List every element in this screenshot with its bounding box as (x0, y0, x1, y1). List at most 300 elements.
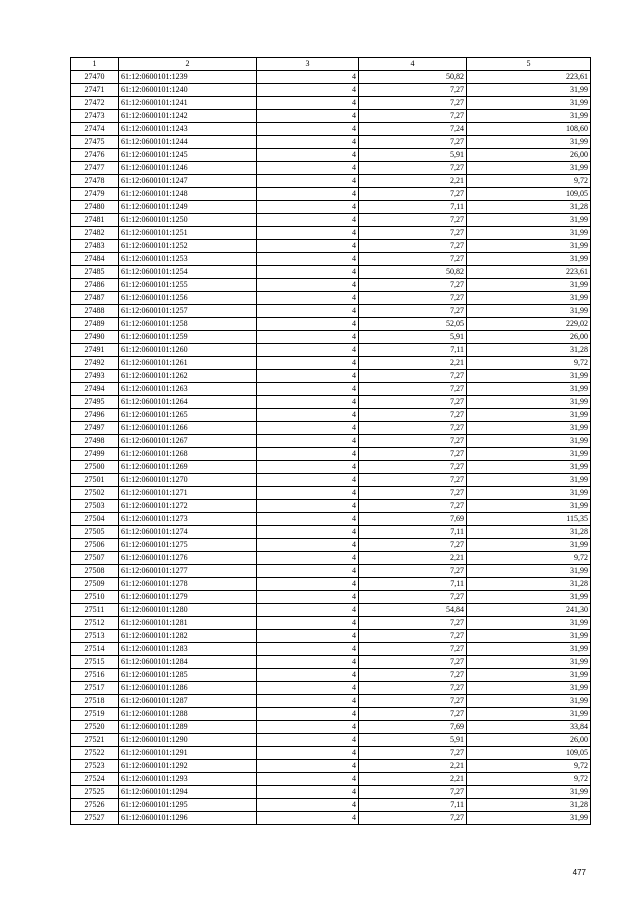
row-number-cell: 27516 (71, 669, 119, 682)
cadastral-number-cell: 61:12:0600101:1262 (119, 370, 257, 383)
cadastral-number-cell: 61:12:0600101:1264 (119, 396, 257, 409)
col-3-cell: 4 (257, 591, 359, 604)
col-4-cell: 7,27 (359, 539, 467, 552)
col-5-cell: 31,28 (467, 201, 591, 214)
table-row (71, 591, 591, 604)
cadastral-number-cell: 61:12:0600101:1276 (119, 552, 257, 565)
cadastral-number-cell: 61:12:0600101:1287 (119, 695, 257, 708)
col-5-cell: 31,99 (467, 422, 591, 435)
col-5-cell: 26,00 (467, 734, 591, 747)
col-3-cell: 4 (257, 344, 359, 357)
col-4-cell: 7,11 (359, 201, 467, 214)
row-number-cell: 27513 (71, 630, 119, 643)
table-row (71, 97, 591, 110)
col-5-cell: 31,99 (467, 253, 591, 266)
col-4-cell: 7,27 (359, 747, 467, 760)
row-number-cell: 27495 (71, 396, 119, 409)
row-number-cell: 27477 (71, 162, 119, 175)
cadastral-number-cell: 61:12:0600101:1258 (119, 318, 257, 331)
col-5-cell: 31,28 (467, 578, 591, 591)
row-number-cell: 27505 (71, 526, 119, 539)
col-4-cell: 7,11 (359, 799, 467, 812)
col-5-cell: 31,99 (467, 500, 591, 513)
col-3-cell: 4 (257, 149, 359, 162)
col-3-cell: 4 (257, 578, 359, 591)
row-number-cell: 27496 (71, 409, 119, 422)
col-3-cell: 4 (257, 292, 359, 305)
col-3-cell: 4 (257, 448, 359, 461)
col-3-cell: 4 (257, 734, 359, 747)
column-header-5: 5 (467, 58, 591, 71)
row-number-cell: 27507 (71, 552, 119, 565)
table-row (71, 175, 591, 188)
row-number-cell: 27518 (71, 695, 119, 708)
col-3-cell: 4 (257, 500, 359, 513)
col-4-cell: 7,27 (359, 110, 467, 123)
col-3-cell: 4 (257, 487, 359, 500)
table-row (71, 188, 591, 201)
cadastral-number-cell: 61:12:0600101:1248 (119, 188, 257, 201)
col-4-cell: 52,05 (359, 318, 467, 331)
col-4-cell: 7,27 (359, 474, 467, 487)
table-row (71, 552, 591, 565)
col-3-cell: 4 (257, 110, 359, 123)
table-row (71, 201, 591, 214)
row-number-cell: 27522 (71, 747, 119, 760)
row-number-cell: 27498 (71, 435, 119, 448)
table-row (71, 305, 591, 318)
row-number-cell: 27499 (71, 448, 119, 461)
col-3-cell: 4 (257, 565, 359, 578)
col-4-cell: 7,27 (359, 786, 467, 799)
table-row (71, 604, 591, 617)
table-row (71, 682, 591, 695)
col-3-cell: 4 (257, 201, 359, 214)
col-3-cell: 4 (257, 747, 359, 760)
table-row (71, 734, 591, 747)
row-number-cell: 27512 (71, 617, 119, 630)
col-3-cell: 4 (257, 461, 359, 474)
row-number-cell: 27483 (71, 240, 119, 253)
col-4-cell: 7,27 (359, 162, 467, 175)
cadastral-number-cell: 61:12:0600101:1263 (119, 383, 257, 396)
row-number-cell: 27478 (71, 175, 119, 188)
row-number-cell: 27489 (71, 318, 119, 331)
cadastral-number-cell: 61:12:0600101:1296 (119, 812, 257, 825)
col-4-cell: 7,27 (359, 383, 467, 396)
col-5-cell: 9,72 (467, 773, 591, 786)
col-5-cell: 31,99 (467, 136, 591, 149)
row-number-cell: 27486 (71, 279, 119, 292)
row-number-cell: 27501 (71, 474, 119, 487)
col-5-cell: 241,30 (467, 604, 591, 617)
col-4-cell: 7,27 (359, 500, 467, 513)
col-3-cell: 4 (257, 721, 359, 734)
col-3-cell: 4 (257, 513, 359, 526)
col-4-cell: 7,27 (359, 305, 467, 318)
col-4-cell: 7,27 (359, 370, 467, 383)
table-row (71, 565, 591, 578)
cadastral-number-cell: 61:12:0600101:1246 (119, 162, 257, 175)
row-number-cell: 27509 (71, 578, 119, 591)
col-5-cell: 31,99 (467, 656, 591, 669)
table-row (71, 344, 591, 357)
cadastral-number-cell: 61:12:0600101:1243 (119, 123, 257, 136)
col-4-cell: 7,27 (359, 396, 467, 409)
col-5-cell: 31,99 (467, 474, 591, 487)
table-row (71, 383, 591, 396)
row-number-cell: 27517 (71, 682, 119, 695)
col-3-cell: 4 (257, 396, 359, 409)
col-5-cell: 31,99 (467, 97, 591, 110)
table-row (71, 812, 591, 825)
col-5-cell: 31,99 (467, 461, 591, 474)
col-5-cell: 223,61 (467, 71, 591, 84)
cadastral-number-cell: 61:12:0600101:1244 (119, 136, 257, 149)
column-header-4: 4 (359, 58, 467, 71)
row-number-cell: 27476 (71, 149, 119, 162)
col-3-cell: 4 (257, 383, 359, 396)
table-header (71, 58, 591, 71)
row-number-cell: 27485 (71, 266, 119, 279)
cadastral-number-cell: 61:12:0600101:1253 (119, 253, 257, 266)
row-number-cell: 27488 (71, 305, 119, 318)
col-4-cell: 7,27 (359, 487, 467, 500)
col-3-cell: 4 (257, 227, 359, 240)
col-5-cell: 9,72 (467, 760, 591, 773)
cadastral-number-cell: 61:12:0600101:1279 (119, 591, 257, 604)
col-5-cell: 31,99 (467, 695, 591, 708)
table-row (71, 786, 591, 799)
cadastral-number-cell: 61:12:0600101:1257 (119, 305, 257, 318)
col-4-cell: 7,27 (359, 695, 467, 708)
col-3-cell: 4 (257, 370, 359, 383)
col-3-cell: 4 (257, 695, 359, 708)
col-4-cell: 54,84 (359, 604, 467, 617)
cadastral-number-cell: 61:12:0600101:1249 (119, 201, 257, 214)
col-5-cell: 31,99 (467, 812, 591, 825)
cadastral-number-cell: 61:12:0600101:1242 (119, 110, 257, 123)
cadastral-number-cell: 61:12:0600101:1290 (119, 734, 257, 747)
col-4-cell: 7,27 (359, 565, 467, 578)
table-row (71, 71, 591, 84)
cadastral-number-cell: 61:12:0600101:1275 (119, 539, 257, 552)
col-4-cell: 7,27 (359, 188, 467, 201)
cadastral-number-cell: 61:12:0600101:1295 (119, 799, 257, 812)
col-3-cell: 4 (257, 786, 359, 799)
cadastral-number-cell: 61:12:0600101:1291 (119, 747, 257, 760)
col-5-cell: 229,02 (467, 318, 591, 331)
col-3-cell: 4 (257, 682, 359, 695)
col-4-cell: 7,27 (359, 292, 467, 305)
col-3-cell: 4 (257, 188, 359, 201)
row-number-cell: 27492 (71, 357, 119, 370)
table-row (71, 110, 591, 123)
row-number-cell: 27494 (71, 383, 119, 396)
col-5-cell: 9,72 (467, 357, 591, 370)
col-3-cell: 4 (257, 136, 359, 149)
col-3-cell: 4 (257, 266, 359, 279)
col-5-cell: 9,72 (467, 175, 591, 188)
col-3-cell: 4 (257, 240, 359, 253)
col-3-cell: 4 (257, 604, 359, 617)
cadastral-number-cell: 61:12:0600101:1292 (119, 760, 257, 773)
cadastral-number-cell: 61:12:0600101:1280 (119, 604, 257, 617)
col-5-cell: 31,99 (467, 396, 591, 409)
column-header-3: 3 (257, 58, 359, 71)
col-5-cell: 31,28 (467, 344, 591, 357)
cadastral-number-cell: 61:12:0600101:1277 (119, 565, 257, 578)
col-4-cell: 7,27 (359, 97, 467, 110)
col-5-cell: 31,99 (467, 240, 591, 253)
col-4-cell: 7,27 (359, 448, 467, 461)
table-row (71, 240, 591, 253)
table-row (71, 422, 591, 435)
row-number-cell: 27527 (71, 812, 119, 825)
col-3-cell: 4 (257, 214, 359, 227)
col-4-cell: 7,11 (359, 344, 467, 357)
col-5-cell: 31,99 (467, 487, 591, 500)
col-5-cell: 109,05 (467, 747, 591, 760)
table-row (71, 656, 591, 669)
column-header-2: 2 (119, 58, 257, 71)
col-5-cell: 31,99 (467, 292, 591, 305)
row-number-cell: 27480 (71, 201, 119, 214)
row-number-cell: 27521 (71, 734, 119, 747)
table-row (71, 149, 591, 162)
col-5-cell: 31,99 (467, 448, 591, 461)
table-row (71, 461, 591, 474)
col-4-cell: 50,82 (359, 266, 467, 279)
cadastral-number-cell: 61:12:0600101:1260 (119, 344, 257, 357)
cadastral-number-cell: 61:12:0600101:1252 (119, 240, 257, 253)
col-4-cell: 7,24 (359, 123, 467, 136)
table-row (71, 435, 591, 448)
col-4-cell: 5,91 (359, 734, 467, 747)
table-row (71, 799, 591, 812)
row-number-cell: 27482 (71, 227, 119, 240)
data-table (70, 57, 591, 825)
col-3-cell: 4 (257, 253, 359, 266)
col-3-cell: 4 (257, 799, 359, 812)
col-4-cell: 2,21 (359, 760, 467, 773)
row-number-cell: 27493 (71, 370, 119, 383)
col-3-cell: 4 (257, 760, 359, 773)
table-row (71, 643, 591, 656)
col-4-cell: 2,21 (359, 773, 467, 786)
table-row (71, 500, 591, 513)
col-3-cell: 4 (257, 630, 359, 643)
row-number-cell: 27504 (71, 513, 119, 526)
col-3-cell: 4 (257, 71, 359, 84)
cadastral-number-cell: 61:12:0600101:1293 (119, 773, 257, 786)
col-4-cell: 7,11 (359, 578, 467, 591)
table-row (71, 526, 591, 539)
row-number-cell: 27524 (71, 773, 119, 786)
col-5-cell: 9,72 (467, 552, 591, 565)
row-number-cell: 27500 (71, 461, 119, 474)
cadastral-number-cell: 61:12:0600101:1289 (119, 721, 257, 734)
col-4-cell: 7,27 (359, 617, 467, 630)
cadastral-number-cell: 61:12:0600101:1239 (119, 71, 257, 84)
table-row (71, 357, 591, 370)
col-3-cell: 4 (257, 474, 359, 487)
col-4-cell: 7,27 (359, 240, 467, 253)
table-row (71, 292, 591, 305)
cadastral-number-cell: 61:12:0600101:1256 (119, 292, 257, 305)
row-number-cell: 27471 (71, 84, 119, 97)
col-4-cell: 7,11 (359, 526, 467, 539)
row-number-cell: 27502 (71, 487, 119, 500)
col-5-cell: 31,99 (467, 682, 591, 695)
col-5-cell: 31,99 (467, 84, 591, 97)
row-number-cell: 27520 (71, 721, 119, 734)
col-5-cell: 31,99 (467, 370, 591, 383)
table-row (71, 266, 591, 279)
col-5-cell: 31,99 (467, 591, 591, 604)
col-3-cell: 4 (257, 617, 359, 630)
row-number-cell: 27523 (71, 760, 119, 773)
col-3-cell: 4 (257, 97, 359, 110)
table-row (71, 123, 591, 136)
col-4-cell: 7,69 (359, 513, 467, 526)
col-5-cell: 31,28 (467, 799, 591, 812)
table-row (71, 136, 591, 149)
cadastral-number-cell: 61:12:0600101:1254 (119, 266, 257, 279)
row-number-cell: 27514 (71, 643, 119, 656)
col-3-cell: 4 (257, 279, 359, 292)
col-3-cell: 4 (257, 175, 359, 188)
col-3-cell: 4 (257, 357, 359, 370)
col-5-cell: 31,99 (467, 669, 591, 682)
table-row (71, 695, 591, 708)
col-4-cell: 7,27 (359, 669, 467, 682)
cadastral-number-cell: 61:12:0600101:1241 (119, 97, 257, 110)
row-number-cell: 27503 (71, 500, 119, 513)
col-5-cell: 31,99 (467, 630, 591, 643)
col-3-cell: 4 (257, 305, 359, 318)
table-row (71, 617, 591, 630)
col-4-cell: 7,27 (359, 656, 467, 669)
col-5-cell: 31,99 (467, 162, 591, 175)
col-3-cell: 4 (257, 84, 359, 97)
col-3-cell: 4 (257, 526, 359, 539)
row-number-cell: 27525 (71, 786, 119, 799)
col-5-cell: 26,00 (467, 149, 591, 162)
cadastral-number-cell: 61:12:0600101:1247 (119, 175, 257, 188)
row-number-cell: 27470 (71, 71, 119, 84)
cadastral-number-cell: 61:12:0600101:1286 (119, 682, 257, 695)
table-body (71, 71, 591, 825)
table-row (71, 318, 591, 331)
row-number-cell: 27479 (71, 188, 119, 201)
col-4-cell: 7,69 (359, 721, 467, 734)
table-row (71, 214, 591, 227)
row-number-cell: 27484 (71, 253, 119, 266)
col-5-cell: 31,99 (467, 643, 591, 656)
table-row (71, 448, 591, 461)
col-5-cell: 31,99 (467, 708, 591, 721)
col-4-cell: 5,91 (359, 149, 467, 162)
col-3-cell: 4 (257, 773, 359, 786)
table-row (71, 253, 591, 266)
col-4-cell: 7,27 (359, 409, 467, 422)
col-3-cell: 4 (257, 123, 359, 136)
col-4-cell: 7,27 (359, 682, 467, 695)
row-number-cell: 27490 (71, 331, 119, 344)
col-5-cell: 31,99 (467, 110, 591, 123)
table-row (71, 539, 591, 552)
cadastral-number-cell: 61:12:0600101:1282 (119, 630, 257, 643)
cadastral-number-cell: 61:12:0600101:1265 (119, 409, 257, 422)
row-number-cell: 27506 (71, 539, 119, 552)
row-number-cell: 27508 (71, 565, 119, 578)
row-number-cell: 27510 (71, 591, 119, 604)
table-row (71, 487, 591, 500)
table-row (71, 721, 591, 734)
cadastral-number-cell: 61:12:0600101:1245 (119, 149, 257, 162)
cadastral-number-cell: 61:12:0600101:1274 (119, 526, 257, 539)
col-5-cell: 109,05 (467, 188, 591, 201)
col-3-cell: 4 (257, 656, 359, 669)
col-5-cell: 115,35 (467, 513, 591, 526)
col-3-cell: 4 (257, 708, 359, 721)
cadastral-number-cell: 61:12:0600101:1285 (119, 669, 257, 682)
row-number-cell: 27515 (71, 656, 119, 669)
cadastral-number-cell: 61:12:0600101:1288 (119, 708, 257, 721)
col-4-cell: 7,27 (359, 630, 467, 643)
col-4-cell: 7,27 (359, 435, 467, 448)
cadastral-number-cell: 61:12:0600101:1261 (119, 357, 257, 370)
table-row (71, 370, 591, 383)
table-row (71, 747, 591, 760)
col-5-cell: 33,84 (467, 721, 591, 734)
col-5-cell: 31,99 (467, 383, 591, 396)
row-number-cell: 27473 (71, 110, 119, 123)
col-3-cell: 4 (257, 539, 359, 552)
col-4-cell: 2,21 (359, 552, 467, 565)
table-row (71, 227, 591, 240)
table-row (71, 162, 591, 175)
col-5-cell: 31,99 (467, 435, 591, 448)
page-number: 477 (572, 868, 586, 877)
col-3-cell: 4 (257, 643, 359, 656)
row-number-cell: 27519 (71, 708, 119, 721)
row-number-cell: 27481 (71, 214, 119, 227)
table-row (71, 513, 591, 526)
col-5-cell: 31,99 (467, 565, 591, 578)
col-4-cell: 7,27 (359, 812, 467, 825)
col-3-cell: 4 (257, 331, 359, 344)
cadastral-number-cell: 61:12:0600101:1259 (119, 331, 257, 344)
cadastral-number-cell: 61:12:0600101:1266 (119, 422, 257, 435)
col-5-cell: 108,60 (467, 123, 591, 136)
col-4-cell: 2,21 (359, 357, 467, 370)
table-row (71, 396, 591, 409)
cadastral-number-cell: 61:12:0600101:1240 (119, 84, 257, 97)
table-row (71, 760, 591, 773)
cadastral-number-cell: 61:12:0600101:1272 (119, 500, 257, 513)
col-3-cell: 4 (257, 435, 359, 448)
col-4-cell: 7,27 (359, 422, 467, 435)
col-3-cell: 4 (257, 162, 359, 175)
cadastral-number-cell: 61:12:0600101:1267 (119, 435, 257, 448)
row-number-cell: 27491 (71, 344, 119, 357)
col-5-cell: 31,99 (467, 409, 591, 422)
col-4-cell: 5,91 (359, 331, 467, 344)
col-4-cell: 7,27 (359, 591, 467, 604)
col-4-cell: 7,27 (359, 643, 467, 656)
